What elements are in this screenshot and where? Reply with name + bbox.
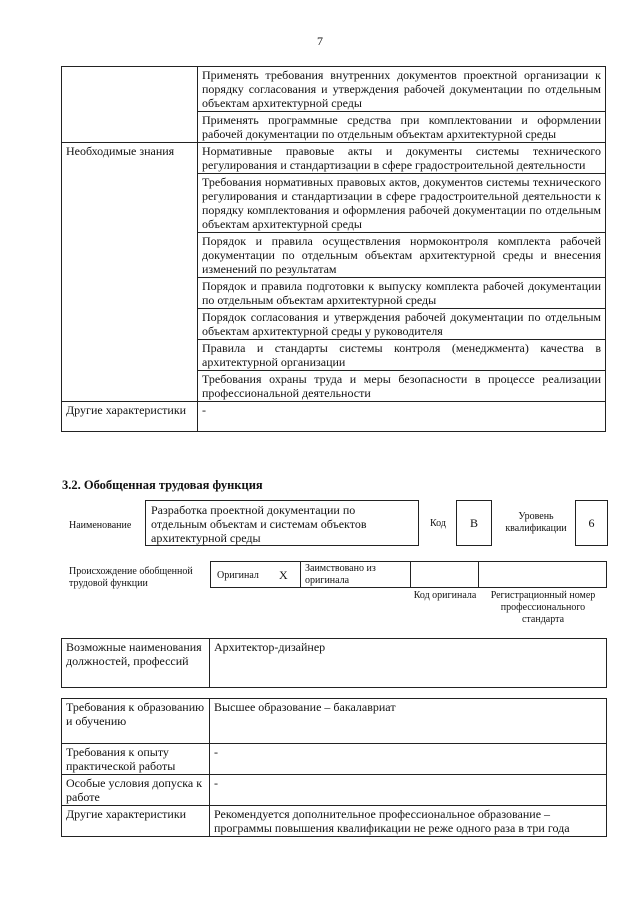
borrowed-label: Заимствовано из оригинала (305, 563, 376, 586)
section-title: 3.2. Обобщенная трудовая функция (62, 478, 263, 492)
name-label: Наименование (69, 520, 132, 531)
skill-item: Применять программные средства при комплектовании и оформлении рабочей документации по отдельным объектам архитектурной среды (198, 112, 606, 143)
row-label-knowledge: Необходимые знания (62, 143, 198, 402)
code-caption: Код оригинала (413, 590, 477, 601)
knowledge-item: Порядок и правила подготовки к выпуску комплекта рабочей документации по отдельным объектам архитектурной среды (198, 278, 606, 309)
req-value: - (210, 744, 607, 775)
original-mark: X (279, 568, 288, 582)
knowledge-item: Требования нормативных правовых актов, документов системы технического регулирования и стандартизации в сфере градостроительной деятельности к порядку комплектования и оформления рабочей документации по отдельным объектам архитектурной среды (198, 174, 606, 233)
original-label: Оригинал (217, 570, 259, 581)
knowledge-table (61, 66, 606, 432)
knowledge-item: Порядок и правила осуществления нормоконтроля комплекта рабочей документации по отдельным объектам архитектурной среды и внесения изменений по результатам (198, 233, 606, 278)
knowledge-item: Нормативные правовые акты и документы системы технического регулирования и стандартизации в сфере градостроительной деятельности (198, 143, 606, 174)
code-label: Код (430, 518, 446, 529)
req-value: Высшее образование – бакалавриат (210, 699, 607, 744)
knowledge-item: Правила и стандарты системы контроля (менеджмента) качества в архитектурной организации (198, 340, 606, 371)
positions-label: Возможные наименования должностей, профессий (62, 639, 210, 688)
other-item: - (198, 402, 606, 432)
req-value: - (210, 775, 607, 806)
knowledge-item: Требования охраны труда и меры безопасности в процессе реализации профессиональной деятельности (198, 371, 606, 402)
req-label: Особые условия допуска к работе (62, 775, 210, 806)
row-label (62, 67, 198, 143)
positions-value: Архитектор-дизайнер (210, 639, 607, 688)
page-number: 7 (317, 34, 323, 48)
req-label: Требования к образованию и обучению (62, 699, 210, 744)
requirements-table (61, 698, 607, 837)
origin-label: Происхождение обобщенной трудовой функции (69, 566, 193, 589)
req-label: Другие характеристики (62, 806, 210, 837)
req-value: Рекомендуется дополнительное профессиональное образование – программы повышения квалификации не реже одного раза в три года (210, 806, 607, 837)
req-label: Требования к опыту практической работы (62, 744, 210, 775)
level-label: Уровень квалификации (505, 511, 567, 534)
code-value: B (456, 500, 492, 546)
row-label-other: Другие характеристики (62, 402, 198, 432)
knowledge-item: Порядок согласования и утверждения рабочей документации по отдельным объектам архитектурной среды у руководителя (198, 309, 606, 340)
level-value: 6 (575, 500, 608, 546)
reg-caption: Регистрационный номер профессионального стандарта (490, 590, 596, 625)
positions-table (61, 638, 607, 688)
skill-item: Применять требования внутренних документов проектной организации к порядку согласования и утверждения рабочей документации по отдельным объектам архитектурной среды (198, 67, 606, 112)
name-value: Разработка проектной документации по отдельным объектам и системам объектов архитектурной среды (145, 500, 419, 546)
